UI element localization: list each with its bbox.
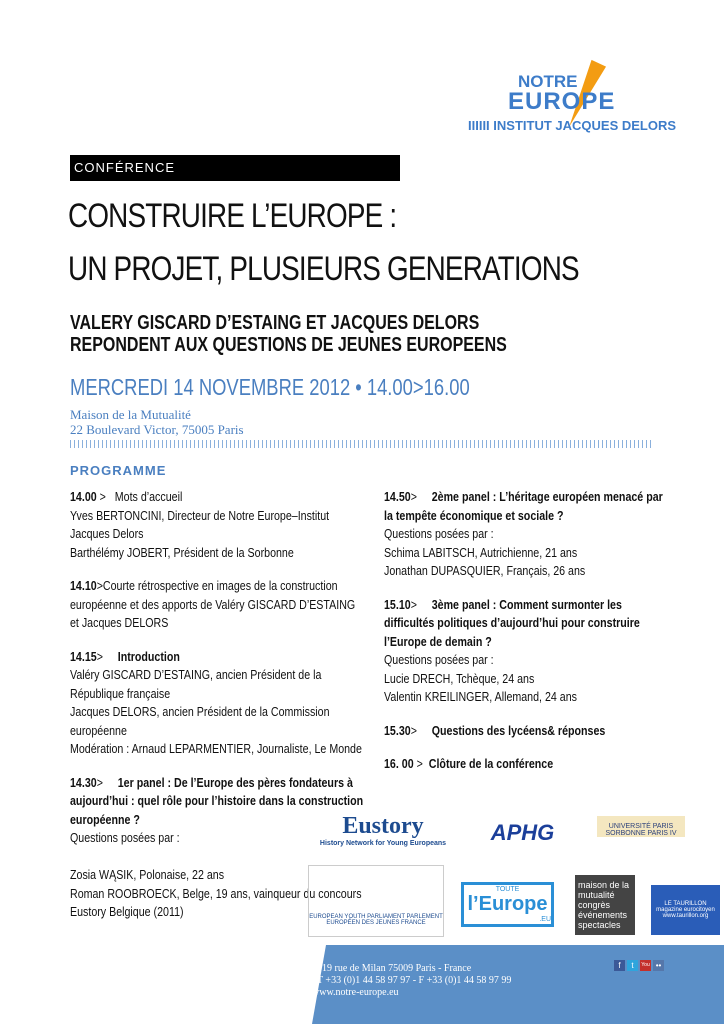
- item-title: Mots d’accueil: [114, 489, 183, 504]
- title-line1: CONSTRUIRE L’EUROPE :: [68, 197, 397, 235]
- programme-item: [384, 722, 663, 741]
- subtitle-line2: REPONDENT AUX QUESTIONS DE JEUNES EUROPEENS: [70, 334, 507, 356]
- item-title: Clôture de la conférence: [428, 756, 554, 771]
- title-line2: UN PROJET, PLUSIEURS GENERATIONS: [68, 250, 579, 288]
- footer-address: 19 rue de Milan 75009 Paris - France: [322, 963, 472, 974]
- item-time: 15.30: [384, 722, 411, 738]
- item-line: Jacques DELORS, ancien Président de la Commission européenne: [70, 704, 330, 738]
- item-line: Questions posées par :: [70, 830, 180, 845]
- item-line: Jonathan DUPASQUIER, Français, 26 ans: [384, 563, 586, 578]
- item-title: Courte rétrospective en images de la construction européenne et des apports de Valéry GISCARD D’ESTAING et Jacques DELORS: [70, 578, 356, 630]
- eustory-text: Eustory: [342, 813, 424, 839]
- item-separator: >: [410, 489, 432, 504]
- twitter-icon[interactable]: t: [627, 960, 638, 971]
- item-time: 14.15: [70, 648, 97, 664]
- item-time: 14.10: [70, 578, 97, 593]
- item-title: 2ème panel : L’héritage européen menacé par la tempête économique et sociale ?: [384, 489, 663, 523]
- footer-phone: T +33 (0)1 44 58 97 97 - F +33 (0)1 44 58 97 99: [317, 975, 512, 986]
- programme-item: [70, 648, 365, 759]
- taurillon-logo: LE TAURILLON magazine eurocitoyen www.taurillon.org: [651, 885, 720, 935]
- item-title: Introduction: [117, 648, 180, 664]
- conference-tag: CONFÉRENCE: [70, 155, 400, 181]
- item-separator: >: [410, 596, 432, 612]
- toute-leurope-logo: [461, 882, 554, 927]
- sorbonne-logo: UNIVERSITÉ PARIS SORBONNE PARIS IV: [597, 795, 685, 865]
- divider: [70, 440, 652, 448]
- item-line: Modération : Arnaud LEPARMENTIER, Journaliste, Le Monde: [70, 741, 362, 756]
- item-title: Questions des lycéens& réponses: [431, 722, 606, 738]
- toute-top: TOUTE: [495, 886, 520, 893]
- footer-contact: [312, 963, 511, 999]
- item-separator: >: [96, 774, 118, 790]
- item-line: Schima LABITSCH, Autrichienne, 21 ans: [384, 544, 578, 560]
- aphg-logo: APHG: [490, 819, 555, 845]
- item-line: Roman ROOBROECK, Belge, 19 ans, vainqueur du concours Eustory Belgique (2011): [70, 885, 362, 919]
- venue-name: Maison de la Mutualité: [70, 407, 191, 422]
- programme-item: [384, 488, 663, 581]
- logo-line1: NOTRE: [518, 72, 578, 91]
- item-separator: >: [413, 756, 429, 771]
- flickr-icon[interactable]: ••: [653, 960, 664, 971]
- programme-right-column: [384, 488, 663, 789]
- item-title: 1er panel : De l’Europe des pères fondateurs à aujourd’hui : quel rôle pour l’histoire dans la construction européenne ?: [70, 774, 364, 827]
- item-title: 3ème panel : Comment surmonter les difficultés politiques d’aujourd’hui pour construire l’Europe de demain ?: [384, 596, 640, 649]
- programme-item: [384, 755, 663, 774]
- programme-heading: PROGRAMME: [70, 463, 167, 478]
- item-time: 14.00: [70, 489, 97, 504]
- eustory-sub: History Network for Young Europeans: [319, 840, 447, 847]
- item-time: 14.50: [384, 489, 411, 504]
- venue-address: 22 Boulevard Victor, 75005 Paris: [70, 422, 244, 437]
- item-line: Questions posées par :: [384, 652, 494, 667]
- youtube-icon[interactable]: You: [640, 960, 651, 971]
- item-line: Valentin KREILINGER, Allemand, 24 ans: [384, 689, 577, 704]
- item-separator: >: [410, 722, 432, 738]
- item-line: Lucie DRECH, Tchèque, 24 ans: [384, 670, 535, 686]
- item-separator: >: [96, 489, 115, 504]
- item-separator: >: [96, 578, 103, 593]
- facebook-icon[interactable]: f: [614, 960, 625, 971]
- maison-mutualite-logo: maison de la mutualité congrès événements spectacles: [575, 875, 635, 935]
- item-line: Questions posées par :: [384, 526, 494, 541]
- logo-line3: IIIIII INSTITUT JACQUES DELORS: [468, 118, 677, 133]
- eyp-logo: EUROPEAN YOUTH PARLIAMENT PARLEMENT EUROPÉEN DES JEUNES FRANCE: [308, 865, 444, 937]
- item-time: 14.30: [70, 774, 97, 790]
- item-line: Valéry GISCARD D’ESTAING, ancien Président de la République française: [70, 667, 322, 701]
- toute-eu: .EU: [539, 916, 551, 923]
- logo-line2: EUROPE: [508, 88, 616, 115]
- item-line: Barthélémy JOBERT, Président de la Sorbonne: [70, 544, 294, 560]
- subtitle-line1: VALERY GISCARD D’ESTAING ET JACQUES DELORS: [70, 312, 480, 334]
- notre-europe-logo: [468, 60, 678, 140]
- item-separator: >: [96, 648, 118, 664]
- eustory-logo: [318, 800, 448, 860]
- item-line: Yves BERTONCINI, Directeur de Notre Europe–Institut Jacques Delors: [70, 507, 330, 541]
- toute-text: l’Europe: [467, 893, 548, 915]
- item-time: 15.10: [384, 596, 411, 612]
- event-date: MERCREDI 14 NOVEMBRE 2012 • 14.00>16.00: [70, 374, 470, 400]
- item-time: 16. 00: [384, 756, 414, 771]
- footer-website[interactable]: www.notre-europe.eu: [312, 987, 399, 998]
- programme-item: [70, 488, 365, 562]
- programme-item: [70, 577, 365, 633]
- footer: [0, 945, 724, 1024]
- programme-item: [384, 596, 663, 707]
- item-line: Zosia WĄSIK, Polonaise, 22 ans: [70, 867, 225, 882]
